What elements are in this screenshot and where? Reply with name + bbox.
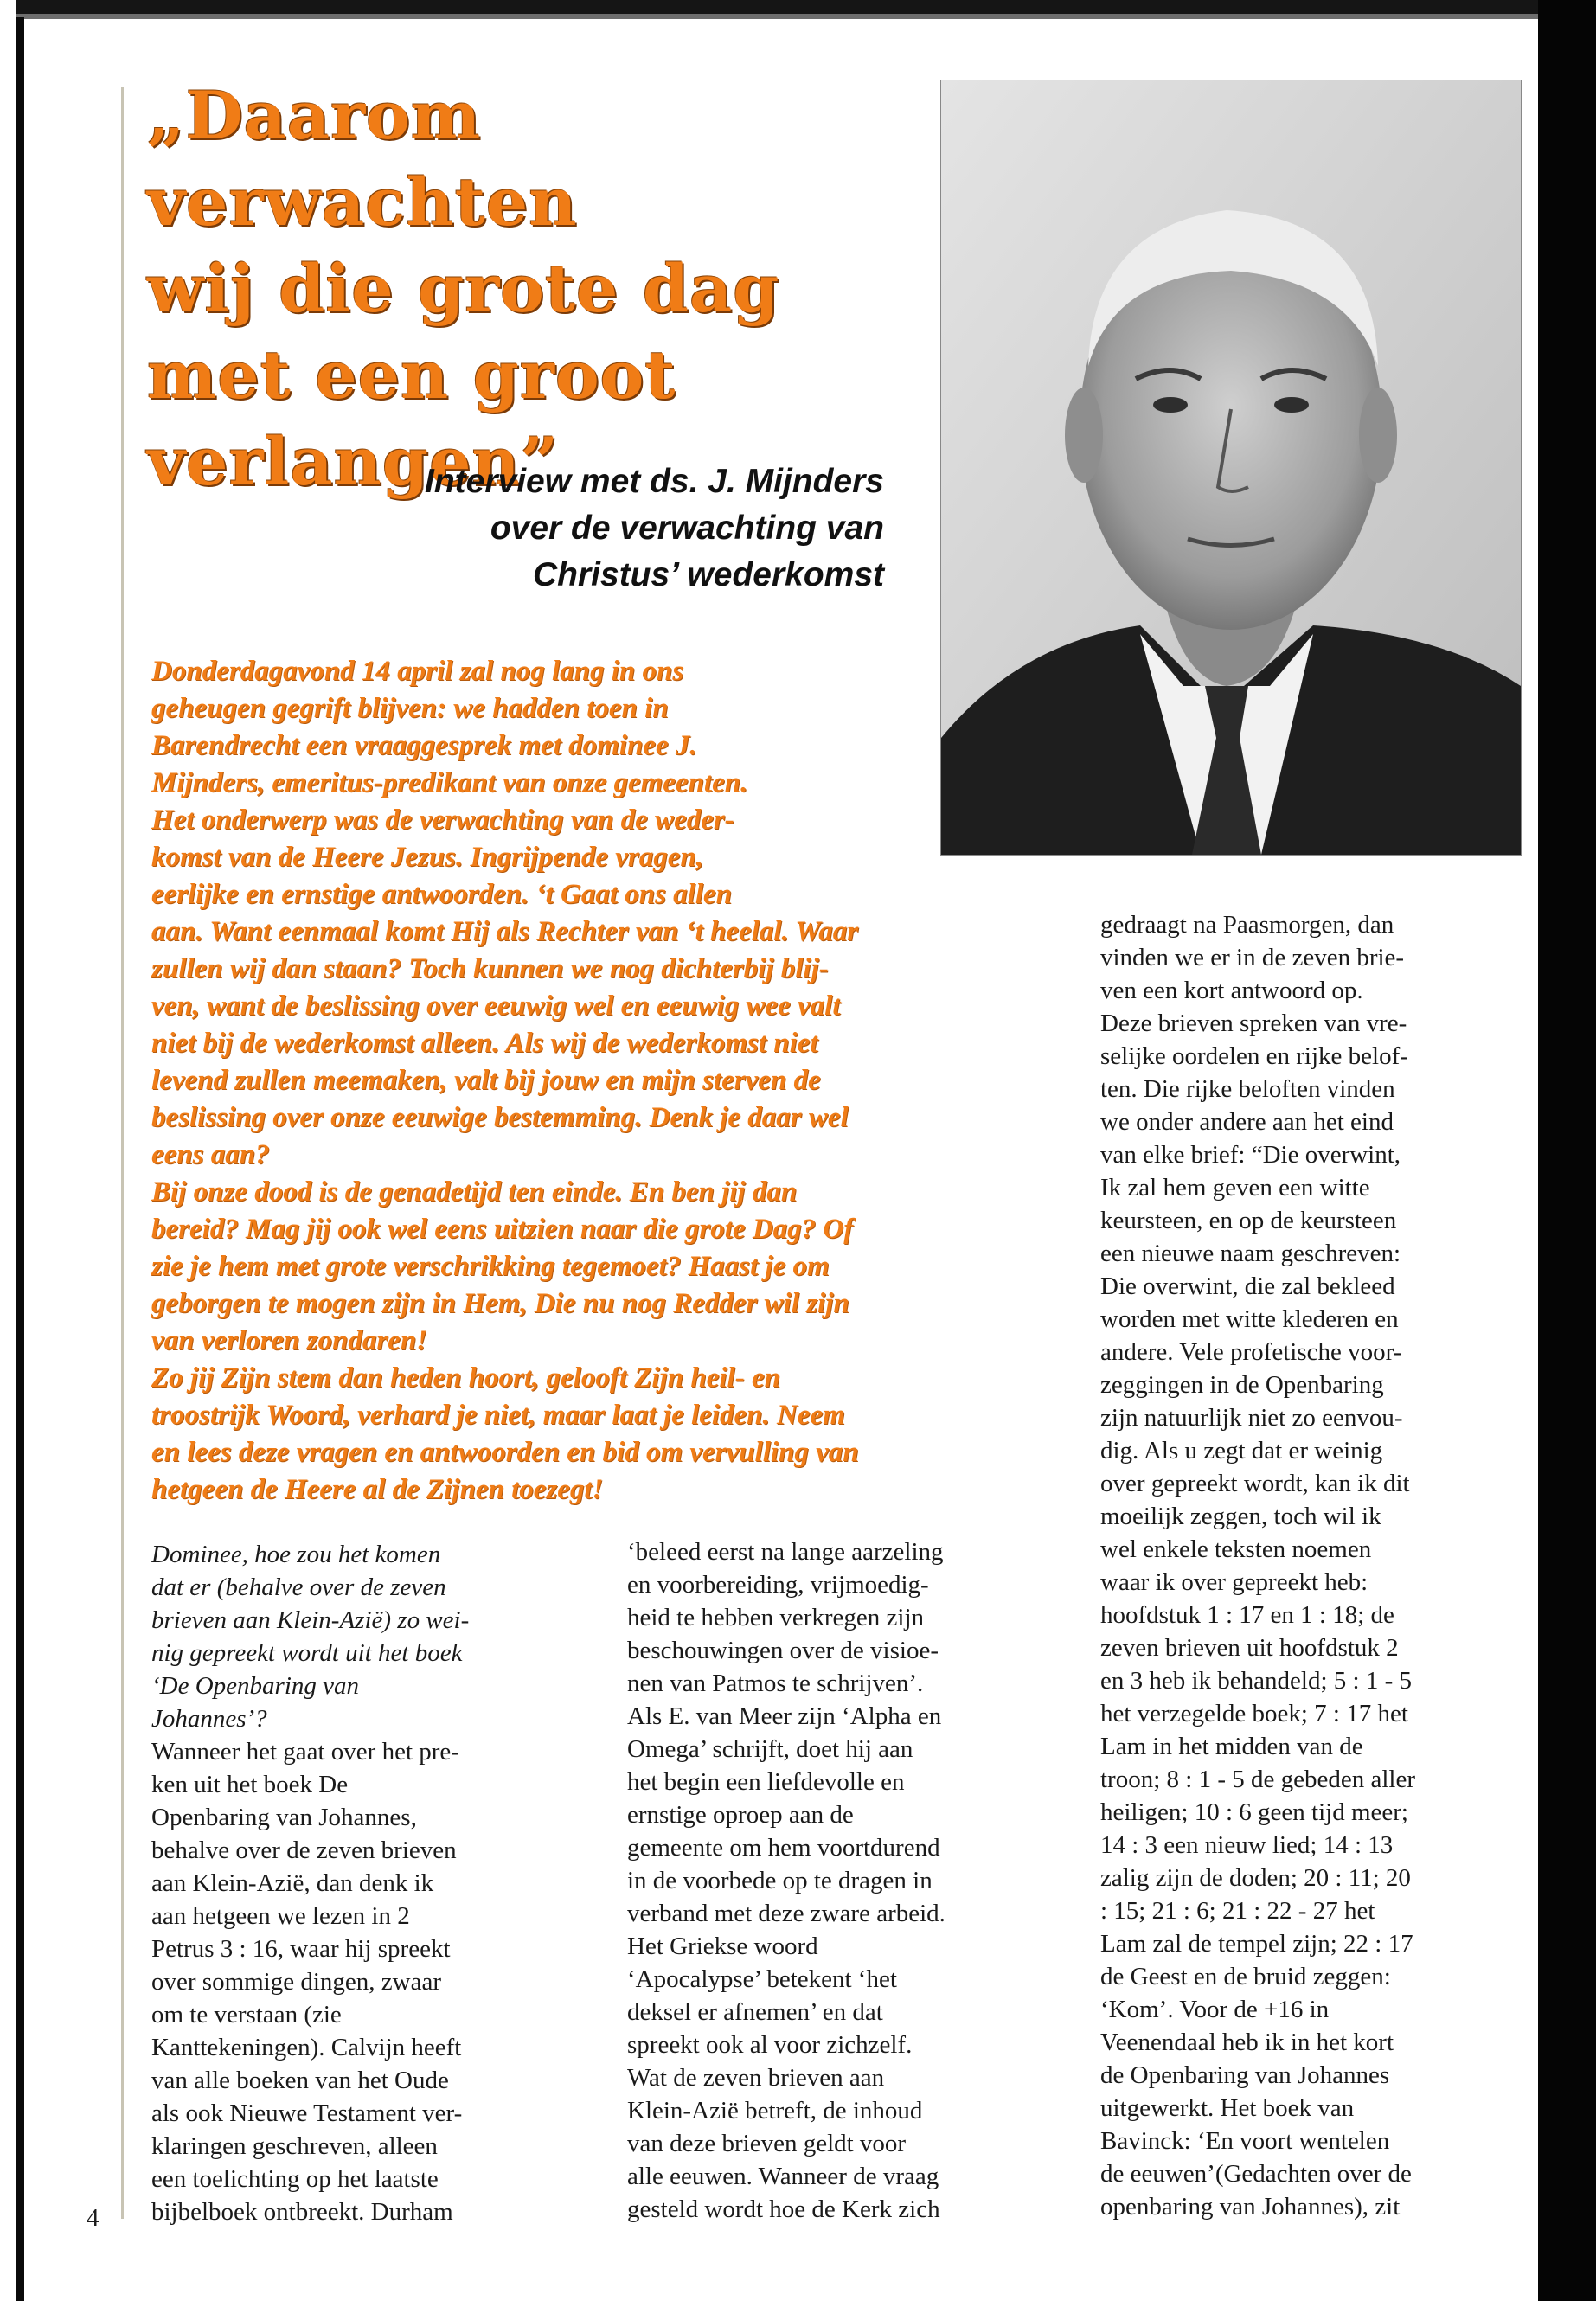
body-line: Omega’ schrijft, doet hij aan <box>627 1735 913 1763</box>
intro-paragraph <box>151 1360 1051 1509</box>
body-line: Ik zal hem geven een witte <box>1100 1174 1370 1202</box>
subtitle-line: Christus’ wederkomst <box>533 556 884 593</box>
intro-line: troostrijk Woord, verhard je niet, maar laat je leiden. Neem <box>151 1400 845 1431</box>
body-line: keursteen, en op de keursteen <box>1100 1207 1397 1234</box>
body-line: een nieuwe naam geschreven: <box>1100 1240 1401 1267</box>
body-line: Bavinck: ‘En voort wentelen <box>1100 2127 1390 2155</box>
body-line: gemeente om hem voortdurend <box>627 1834 940 1862</box>
body-line: worden met witte klederen en <box>1100 1305 1399 1333</box>
intro-line: niet bij de wederkomst alleen. Als wij de wederkomst niet <box>151 1028 818 1059</box>
body-line: behalve over de zeven brieven <box>151 1836 457 1864</box>
scan-top-border <box>0 0 1548 14</box>
body-line: andere. Vele profetische voor- <box>1100 1338 1402 1366</box>
intro-line: bereid? Mag jij ook wel eens uitzien naar die grote Dag? Of <box>151 1214 854 1245</box>
intro-line: aan. Want eenmaal komt Hij als Rechter van ‘t heelal. Waar <box>151 916 859 947</box>
body-line: zijn natuurlijk niet zo eenvou- <box>1100 1404 1403 1432</box>
body-line: Die overwint, die zal bekleed <box>1100 1272 1395 1300</box>
intro-line: Bij onze dood is de genadetijd ten einde. En ben jij dan <box>151 1176 798 1208</box>
body-line: deksel er afnemen’ en dat <box>627 1998 883 2026</box>
body-line: klaringen geschreven, alleen <box>151 2132 438 2160</box>
body-line: bijbelboek ontbreekt. Durham <box>151 2198 453 2226</box>
body-line: ten. Die rijke beloften vinden <box>1100 1075 1395 1103</box>
text-column-1 <box>151 1538 575 2228</box>
text-column-3 <box>1100 908 1520 2223</box>
intro-paragraph-continued <box>151 913 1051 1174</box>
intro-line: Het onderwerp was de verwachting van de weder- <box>151 804 734 836</box>
scan-left-border <box>16 17 24 2301</box>
title-line: wij die grote dag <box>147 250 780 327</box>
body-line: als ook Nieuwe Testament ver- <box>151 2099 463 2127</box>
body-line: ernstige oproep aan de <box>627 1801 854 1829</box>
intro-line: beslissing over onze eeuwige bestemming. Denk je daar wel <box>151 1102 849 1133</box>
intro-line: ven, want de beslissing over eeuwig wel en eeuwig wee valt <box>151 990 841 1022</box>
interview-answer <box>627 1535 1051 2226</box>
interview-answer <box>151 1735 575 2228</box>
scan-top-shadow <box>0 14 1548 19</box>
body-line: de Geest en de bruid zeggen: <box>1100 1963 1391 1990</box>
body-line: verband met deze zware arbeid. <box>627 1900 945 1927</box>
body-line: Veenendaal heb ik in het kort <box>1100 2029 1394 2056</box>
body-line: 14 : 3 een nieuw lied; 14 : 13 <box>1100 1831 1394 1859</box>
body-line: uitgewerkt. Het boek van <box>1100 2094 1355 2122</box>
body-line: Als E. van Meer zijn ‘Alpha en <box>627 1702 942 1730</box>
page-margin-rule <box>121 87 124 2219</box>
subtitle-line: over de verwachting van <box>490 510 884 547</box>
title-line: verlangen” <box>147 423 560 500</box>
body-line: dig. Als u zegt dat er weinig <box>1100 1437 1383 1465</box>
article-introduction <box>151 653 1051 1509</box>
body-line: gedraagt na Paasmorgen, dan <box>1100 911 1394 939</box>
body-line: Het Griekse woord <box>627 1932 818 1960</box>
body-line: gesteld wordt hoe de Kerk zich <box>627 2195 940 2223</box>
intro-line: van verloren zondaren! <box>151 1325 428 1356</box>
body-line: wel enkele teksten noemen <box>1100 1535 1372 1563</box>
body-line: Wanneer het gaat over het pre- <box>151 1738 459 1766</box>
body-line: aan hetgeen we lezen in 2 <box>151 1902 410 1930</box>
intro-line: hetgeen de Heere al de Zijnen toezegt! <box>151 1474 604 1505</box>
subtitle-line: Interview met ds. J. Mijnders <box>425 463 884 500</box>
body-line: de eeuwen’(Gedachten over de <box>1100 2160 1412 2188</box>
body-line: over gepreekt wordt, kan ik dit <box>1100 1470 1410 1497</box>
body-line: zeven brieven uit hoofdstuk 2 <box>1100 1634 1399 1662</box>
body-line: in de voorbede op te dragen in <box>627 1867 933 1894</box>
body-line: spreekt ook al voor zichzelf. <box>627 2031 913 2059</box>
body-line: moeilijk zeggen, toch wil ik <box>1100 1503 1381 1530</box>
body-line: Kanttekeningen). Calvijn heeft <box>151 2034 462 2061</box>
intro-line: komst van de Heere Jezus. Ingrijpende vragen, <box>151 842 703 873</box>
body-line: Petrus 3 : 16, waar hij spreekt <box>151 1935 451 1963</box>
body-line: een toelichting op het laatste <box>151 2165 439 2193</box>
body-line: ‘Kom’. Voor de +16 in <box>1100 1996 1330 2023</box>
body-line: het verzegelde boek; 7 : 17 het <box>1100 1700 1408 1727</box>
body-line: en 3 heb ik behandeld; 5 : 1 - 5 <box>1100 1667 1412 1695</box>
body-line: openbaring van Johannes), zit <box>1100 2193 1401 2221</box>
body-line: heiligen; 10 : 6 geen tijd meer; <box>1100 1798 1408 1826</box>
page-number: 4 <box>87 2204 99 2232</box>
body-line: troon; 8 : 1 - 5 de gebeden aller <box>1100 1766 1415 1793</box>
body-line: we onder andere aan het eind <box>1100 1108 1394 1136</box>
intro-line: levend zullen meemaken, valt bij jouw en mijn sterven de <box>151 1065 821 1096</box>
body-line: zalig zijn de doden; 20 : 11; 20 <box>1100 1864 1411 1892</box>
body-line: Openbaring van Johannes, <box>151 1804 417 1831</box>
body-line: zeggingen in de Openbaring <box>1100 1371 1384 1399</box>
intro-line: Mijnders, emeritus-predikant van onze gemeenten. <box>151 767 748 798</box>
intro-line: zullen wij dan staan? Toch kunnen we nog dichterbij blij- <box>151 953 829 984</box>
intro-paragraph <box>151 653 904 913</box>
title-line: met een groot <box>147 336 676 413</box>
article-subtitle <box>260 458 884 599</box>
body-line: beschouwingen over de visioe- <box>627 1637 939 1664</box>
question-line: dat er (behalve over de zeven <box>151 1574 446 1601</box>
body-line: ‘Apocalypse’ betekent ‘het <box>627 1965 897 1993</box>
body-line: het begin een liefdevolle en <box>627 1768 905 1796</box>
body-line: hoofdstuk 1 : 17 en 1 : 18; de <box>1100 1601 1394 1629</box>
body-line: Deze brieven spreken van vre- <box>1100 1009 1407 1037</box>
scan-left-margin <box>0 0 16 2301</box>
intro-line: zie je hem met grote verschrikking tegemoet? Haast je om <box>151 1251 830 1282</box>
body-line: waar ik over gepreekt heb: <box>1100 1568 1368 1596</box>
body-line: de Openbaring van Johannes <box>1100 2061 1390 2089</box>
body-line: alle eeuwen. Wanneer de vraag <box>627 2163 939 2190</box>
intro-line: Barendrecht een vraaggesprek met dominee J. <box>151 730 697 761</box>
body-line: van deze brieven geldt voor <box>627 2130 907 2157</box>
question-line: ‘De Openbaring van <box>151 1672 360 1700</box>
body-line: Lam zal de tempel zijn; 22 : 17 <box>1100 1930 1413 1958</box>
body-line: van elke brief: “Die overwint, <box>1100 1141 1401 1169</box>
scan-right-border <box>1538 0 1596 2301</box>
intro-line: eens aan? <box>151 1139 270 1170</box>
body-line: Wat de zeven brieven aan <box>627 2064 885 2092</box>
body-line: en voorbereiding, vrijmoedig- <box>627 1571 929 1599</box>
body-line: : 15; 21 : 6; 21 : 22 - 27 het <box>1100 1897 1375 1925</box>
intro-line: eerlijke en ernstige antwoorden. ‘t Gaat ons allen <box>151 879 733 910</box>
question-line: Dominee, hoe zou het komen <box>151 1541 441 1568</box>
question-line: Johannes’? <box>151 1705 267 1733</box>
intro-line: Donderdagavond 14 april zal nog lang in ons <box>151 656 684 687</box>
body-line: vinden we er in de zeven brie- <box>1100 944 1405 971</box>
body-line: ‘beleed eerst na lange aarzeling <box>627 1538 944 1566</box>
article-title <box>147 73 926 505</box>
intro-line: en lees deze vragen en antwoorden en bid om vervulling van <box>151 1437 859 1468</box>
body-line: nen van Patmos te schrijven’. <box>627 1670 924 1697</box>
body-line: ken uit het boek De <box>151 1771 349 1798</box>
title-line: „Daarom verwachten <box>147 77 578 240</box>
body-line: aan Klein-Azië, dan denk ik <box>151 1869 434 1897</box>
question-line: nig gepreekt wordt uit het boek <box>151 1639 463 1667</box>
body-line: selijke oordelen en rijke belof- <box>1100 1042 1408 1070</box>
question-line: brieven aan Klein-Azië) zo wei- <box>151 1606 470 1634</box>
body-line: Lam in het midden van de <box>1100 1733 1363 1760</box>
intro-line: Zo jij Zijn stem dan heden hoort, gelooft Zijn heil- en <box>151 1362 780 1394</box>
intro-paragraph <box>151 1174 1051 1360</box>
body-line: heid te hebben verkregen zijn <box>627 1604 925 1631</box>
text-column-2 <box>627 1535 1051 2226</box>
body-line: Klein-Azië betreft, de inhoud <box>627 2097 923 2125</box>
intro-line: geborgen te mogen zijn in Hem, Die nu nog Redder wil zijn <box>151 1288 849 1319</box>
interview-question <box>151 1538 575 1735</box>
intro-line: geheugen gegrift blijven: we hadden toen in <box>151 693 669 724</box>
body-line: over sommige dingen, zwaar <box>151 1968 442 1996</box>
body-line: om te verstaan (zie <box>151 2001 342 2029</box>
body-line: van alle boeken van het Oude <box>151 2067 449 2094</box>
body-line: ven een kort antwoord op. <box>1100 977 1363 1004</box>
interview-answer <box>1100 908 1520 2223</box>
